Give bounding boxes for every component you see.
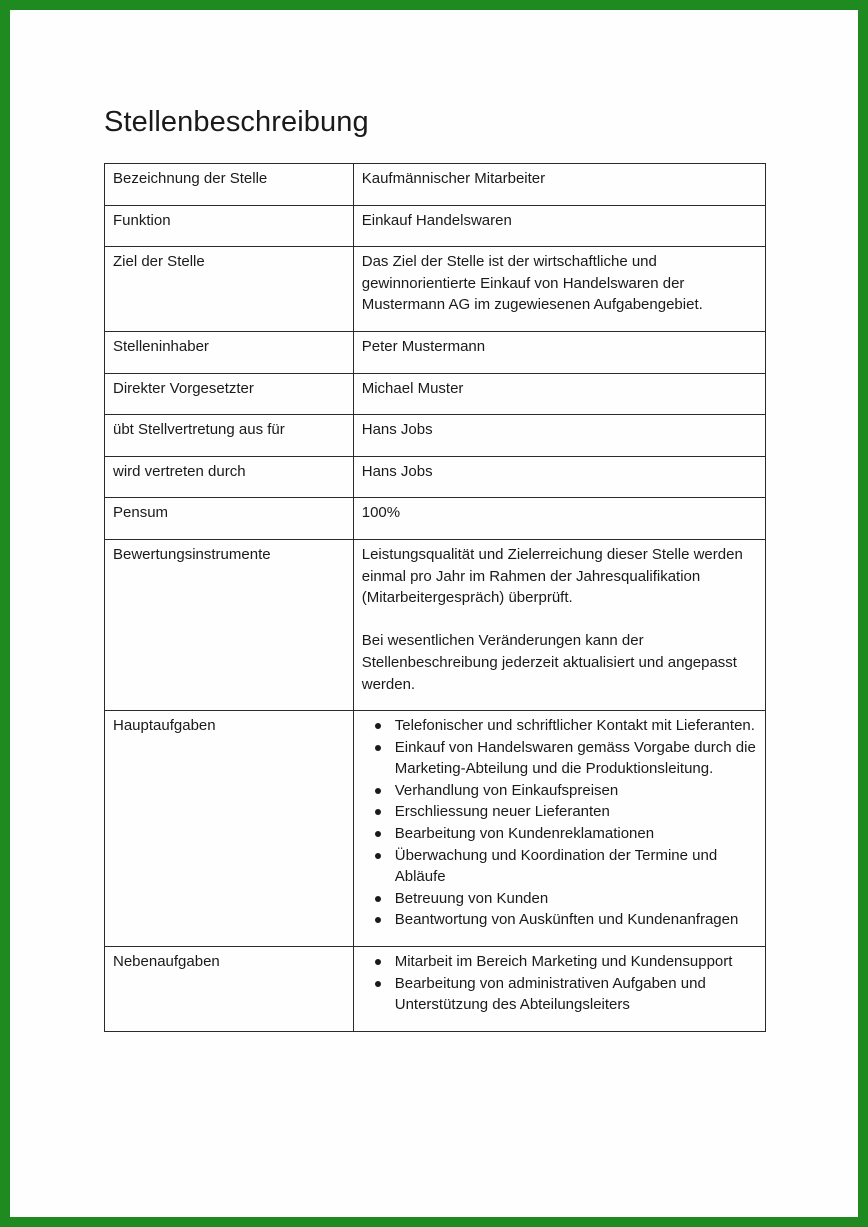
list-item: Beantwortung von Auskünften und Kundenanfragen xyxy=(395,909,757,931)
table-row xyxy=(105,331,766,373)
list-item: Erschliessung neuer Lieferanten xyxy=(395,801,757,823)
table-row xyxy=(105,164,766,206)
row-label: Pensum xyxy=(105,498,354,540)
list-item: Betreuung von Kunden xyxy=(395,888,757,910)
list-item: Überwachung und Koordination der Termine und Abläufe xyxy=(395,845,757,888)
row-value: Kaufmännischer Mitarbeiter xyxy=(353,164,765,206)
list-item: Telefonischer und schriftlicher Kontakt mit Lieferanten. xyxy=(395,715,757,737)
row-value: Michael Muster xyxy=(353,373,765,415)
list-item: Verhandlung von Einkaufspreisen xyxy=(395,780,757,802)
table-row xyxy=(105,498,766,540)
table-row xyxy=(105,456,766,498)
paragraph: Bei wesentlichen Veränderungen kann der Stellenbeschreibung jederzeit aktualisiert und angepasst werden. xyxy=(361,632,737,693)
table-row xyxy=(105,415,766,457)
main-tasks-list xyxy=(362,715,757,931)
row-value xyxy=(353,539,765,710)
list-item: Mitarbeit im Bereich Marketing und Kundensupport xyxy=(395,951,757,973)
row-label: wird vertreten durch xyxy=(105,456,354,498)
row-label: übt Stellvertretung aus für xyxy=(105,415,354,457)
list-item: Bearbeitung von administrativen Aufgaben und Unterstützung des Abteilungsleiters xyxy=(395,973,757,1016)
row-value: Peter Mustermann xyxy=(353,331,765,373)
row-label: Bewertungsinstrumente xyxy=(105,539,354,710)
row-label: Bezeichnung der Stelle xyxy=(105,164,354,206)
paragraph: Leistungsqualität und Zielerreichung dieser Stelle werden einmal pro Jahr im Rahmen der Jahresqualifikation (Mitarbeitergespräch) überprüft. xyxy=(361,545,743,607)
table-row xyxy=(105,947,766,1032)
document-title: Stellenbeschreibung xyxy=(104,106,369,138)
row-label: Direkter Vorgesetzter xyxy=(105,373,354,415)
row-value: Hans Jobs xyxy=(353,415,765,457)
row-label: Funktion xyxy=(105,205,354,247)
table-row xyxy=(105,247,766,332)
document-page xyxy=(10,10,858,1217)
side-tasks-list xyxy=(362,951,757,1016)
list-item: Einkauf von Handelswaren gemäss Vorgabe durch die Marketing-Abteilung und die Produktionsleitung. xyxy=(395,737,757,780)
table-row xyxy=(105,205,766,247)
row-value: Hans Jobs xyxy=(353,456,765,498)
job-description-table xyxy=(104,163,766,1032)
row-label: Ziel der Stelle xyxy=(105,247,354,332)
table-row xyxy=(105,711,766,947)
row-value: Einkauf Handelswaren xyxy=(353,205,765,247)
table-row xyxy=(105,373,766,415)
row-value xyxy=(353,711,765,947)
table-row xyxy=(105,539,766,710)
list-item: Bearbeitung von Kundenreklamationen xyxy=(395,823,757,845)
row-label: Nebenaufgaben xyxy=(105,947,354,1032)
row-value: 100% xyxy=(353,498,765,540)
row-value: Das Ziel der Stelle ist der wirtschaftliche und gewinnorientierte Einkauf von Handelswaren der Mustermann AG im zugewiesenen Aufgabengebiet. xyxy=(353,247,765,332)
row-label: Hauptaufgaben xyxy=(105,711,354,947)
row-label: Stelleninhaber xyxy=(105,331,354,373)
row-value xyxy=(353,947,765,1032)
